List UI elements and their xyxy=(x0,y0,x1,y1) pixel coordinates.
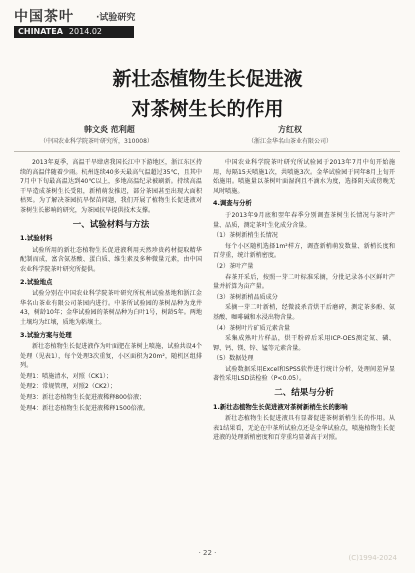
materials-paragraph: 试验所用的新壮态植物生长促进液利用天然珍贵药材提取精华配制而成，富含氨基酸、蛋白质、维生素及多种微量元素，由中国农业科学院茶叶研究所提供。 xyxy=(20,246,202,273)
article-title-line-2: 对茶树生长的作用 xyxy=(131,98,284,120)
survey-item-1: （1）茶树新梢生长情况 xyxy=(213,232,278,240)
subsection-results-1: 1.新壮态植物生长促进液对茶树新梢生长的影响 xyxy=(213,402,348,411)
watermark: (C)1994-2024 xyxy=(348,554,397,562)
treatment-3: 处理3：新壮态植物生长促进液稀释800倍液； xyxy=(20,394,146,402)
survey-item-4-text: 采集成熟叶片样品，烘干粉碎后采用ICP-OES测定氮、磷、钾、钙、镁、锌、锰等元素含量。 xyxy=(213,335,395,352)
authors-left: 韩文炎 范利超 xyxy=(84,125,135,134)
survey-item-2: （2）茶叶产量 xyxy=(213,262,254,270)
survey-item-3: （3）茶树新梢品质成分 xyxy=(213,293,278,301)
subsection-materials: 1.试验材料 xyxy=(20,234,53,243)
treatment-4: 处理4：新壮态植物生长促进液稀释1500倍液。 xyxy=(20,404,150,412)
site-paragraph: 试验分别在中国农业科学院茶叶研究所杭州试验基地和浙江金华名山茶业有限公司茶园内进行。中茶所试验园的茶树品种为龙井43，树龄10年；金华试验园的茶树品种为白叶1号，树龄5年。两地土壤均为红壤，质地为粘壤土。 xyxy=(20,290,202,326)
page-number: · 22 · xyxy=(198,549,217,557)
survey-item-5-text: 试验数据采用Excel和SPSS软件进行统计分析，处理间差异显著性采用LSD法检验（P<0.05）。 xyxy=(213,365,395,383)
section-1-heading: 一、试验材料与方法 xyxy=(72,219,150,230)
affiliation-right: （浙江金华名山茶业有限公司） xyxy=(248,138,333,145)
section-2-heading: 二、结果与分析 xyxy=(274,388,334,399)
right-column xyxy=(213,158,395,444)
design-paragraph: 新壮态植物生长促进液作为叶面肥在茶树上喷施，试验共设4个处理（见表1），每个处理3次重复，小区面积为20m²，随机区组排列。 xyxy=(20,343,202,370)
subsection-survey: 4.调查与分析 xyxy=(213,199,252,208)
left-column xyxy=(20,158,202,414)
section-label: ·试验研究 xyxy=(96,13,136,23)
subsection-site: 2.试验地点 xyxy=(20,277,53,286)
subsection-design: 3.试验方案与处理 xyxy=(20,330,72,339)
journal-header xyxy=(14,6,214,42)
intro-paragraph: 2013年夏季，高温干旱肆虐我国长江中下游地区，浙江东区持续的高温伴随着少雨。杭州连续40多天最高气温超过35℃，且其中7月中下旬最高温达到40℃以上，多地高温纪录被刷新。持续高温干旱造成茶树生长受阻，新梢萌发推迟，部分茶园甚至出现大面积枯死。为了解决茶园抗旱保苗问题，我们开展了植物生长促进液对茶树生长影响的研究，为茶园抗旱提供技术支撑。 xyxy=(20,159,202,214)
survey-item-5: （5）数据处理 xyxy=(213,355,254,363)
treatment-2: 处理2：常规管理，对照2（CK2）； xyxy=(20,383,117,391)
band-issue: 2014.02 xyxy=(68,27,103,36)
survey-item-2-text: 春茶开采后，按照一芽二叶标准采摘，分批记录各小区鲜叶产量并折算为亩产量。 xyxy=(213,273,395,291)
results-paragraph: 新壮态植物生长促进液具有显著促进茶树新梢生长的作用。从表1结果看，无论在中茶所试验点还是金华试验点，喷施植物生长促进液的处理新梢密度和百芽重均显著高于对照。 xyxy=(213,415,395,442)
survey-item-1-text: 每个小区随机选择1m²样方，调查新梢萌发数量、新梢长度和百芽重，统计新梢密度。 xyxy=(213,242,395,260)
application-paragraph: 中国农业科学院茶叶研究所试验园于2013年7月中旬开始施用，每隔15天喷施1次，共喷施3次。金华试验园于同年8月上旬开始施用。喷施量以茶树叶面湿润且不滴水为度，选择阴天或傍晚无风时喷施。 xyxy=(213,159,395,195)
journal-band xyxy=(14,26,134,38)
treatment-1: 处理1：喷施清水，对照（CK1）； xyxy=(20,372,113,380)
journal-logo: 中国茶叶 xyxy=(14,9,74,25)
survey-item-4: （4）茶树叶片矿质元素含量 xyxy=(213,324,291,332)
authors-right: 方红权 xyxy=(278,125,302,134)
survey-item-3-text: 采摘一芽二叶新梢，经微波杀青烘干后磨碎，测定茶多酚、氨基酸、咖啡碱和水浸出物含量。 xyxy=(213,304,395,321)
affiliation-left: （中国农业科学院茶叶研究所，310008） xyxy=(40,138,153,145)
band-brand: CHINATEA xyxy=(18,27,63,36)
header-divider xyxy=(14,151,400,152)
survey-paragraph: 于2013年9月底和翌年春季分别调查茶树生长情况与茶叶产量、品质，测定茶叶生化成分含量。 xyxy=(213,211,395,229)
article-title-line-1: 新壮态植物生长促进液 xyxy=(112,68,303,90)
